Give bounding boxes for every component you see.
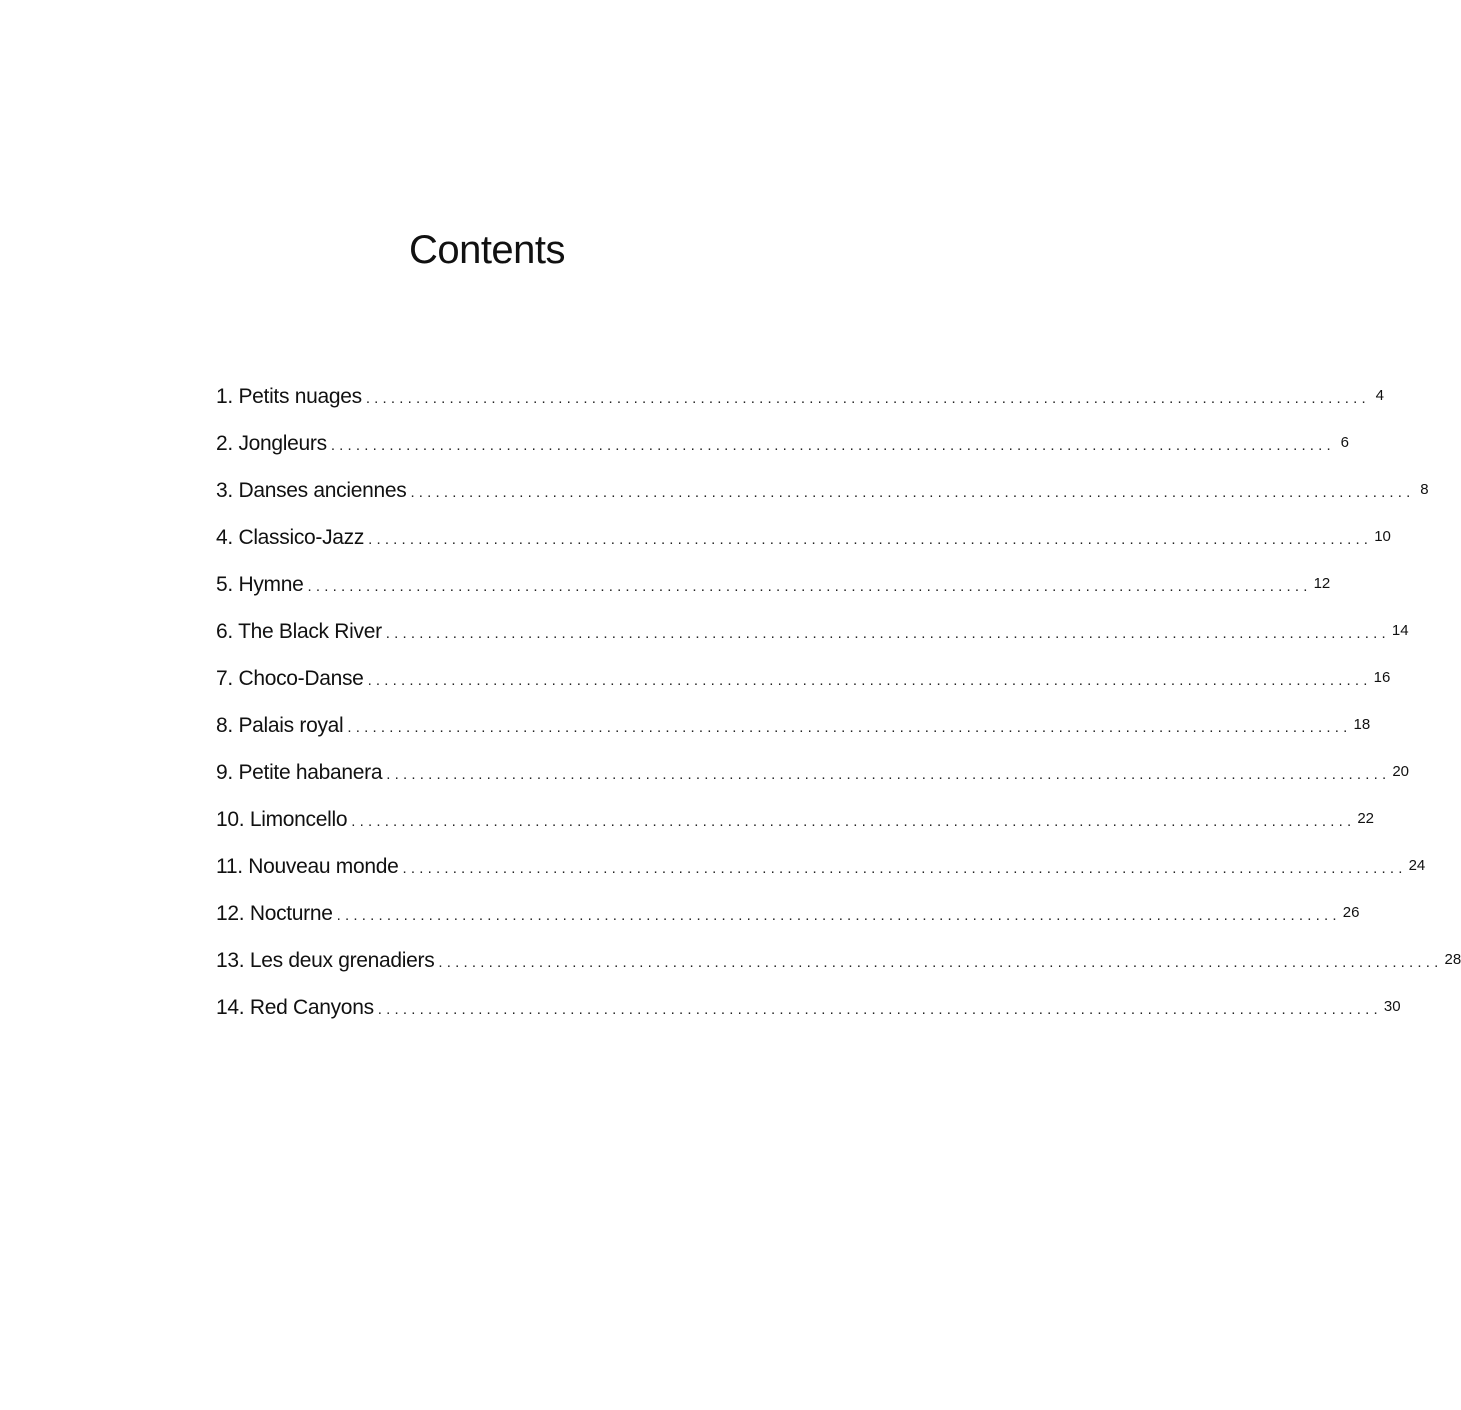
toc-entry-title: 7. Choco-Danse (216, 667, 364, 690)
dot-leader: ........................................................................................................................ (365, 390, 1370, 407)
dot-leader: ........................................................................................................................ (307, 578, 1312, 595)
toc-entry-title: 4. Classico-Jazz (216, 526, 365, 549)
toc-entry[interactable] (216, 850, 1426, 897)
toc-entry[interactable] (216, 803, 1375, 850)
dot-leader: ........................................................................................................................ (410, 484, 1415, 501)
table-of-contents (216, 380, 1461, 1038)
toc-entry-page: 22 (1357, 810, 1375, 827)
toc-entry[interactable] (216, 991, 1401, 1038)
toc-entry-page: 16 (1373, 669, 1391, 686)
toc-entry[interactable] (216, 944, 1461, 991)
dot-leader: ........................................................................................................................ (367, 672, 1372, 689)
toc-entry-title: 13. Les deux grenadiers (216, 949, 435, 972)
dot-leader: ........................................................................................................................ (347, 719, 1352, 736)
toc-entry-page: 18 (1353, 716, 1371, 733)
toc-entry-page: 20 (1392, 763, 1410, 780)
toc-entry-title: 5. Hymne (216, 573, 304, 596)
toc-entry-page: 8 (1420, 481, 1429, 498)
toc-entry-title: 3. Danses anciennes (216, 479, 407, 502)
toc-entry[interactable] (216, 897, 1360, 944)
dot-leader: ........................................................................................................................ (330, 437, 1335, 454)
toc-entry-title: 9. Petite habanera (216, 761, 383, 784)
dot-leader: ........................................................................................................................ (351, 813, 1356, 830)
toc-entry-title: 8. Palais royal (216, 714, 344, 737)
toc-entry-page: 12 (1313, 575, 1331, 592)
toc-entry[interactable] (216, 380, 1384, 427)
dot-leader: ........................................................................................................................ (402, 860, 1407, 877)
dot-leader: ........................................................................................................................ (438, 954, 1443, 971)
dot-leader: ........................................................................................................................ (368, 531, 1373, 548)
toc-entry[interactable] (216, 756, 1410, 803)
toc-entry-title: 11. Nouveau monde (216, 855, 399, 878)
toc-entry-page: 24 (1408, 857, 1426, 874)
toc-entry-page: 6 (1340, 434, 1349, 451)
toc-entry-title: 2. Jongleurs (216, 432, 327, 455)
toc-entry[interactable] (216, 615, 1409, 662)
toc-entry-page: 30 (1383, 998, 1401, 1015)
toc-entry-page: 26 (1342, 904, 1360, 921)
dot-leader: ........................................................................................................................ (386, 766, 1391, 783)
dot-leader: ........................................................................................................................ (385, 625, 1390, 642)
toc-entry[interactable] (216, 662, 1391, 709)
toc-entry-title: 1. Petits nuages (216, 385, 362, 408)
toc-entry[interactable] (216, 521, 1391, 568)
dot-leader: ........................................................................................................................ (336, 907, 1341, 924)
toc-entry-page: 28 (1444, 951, 1461, 968)
dot-leader: ........................................................................................................................ (377, 1001, 1382, 1018)
toc-entry[interactable] (216, 427, 1349, 474)
toc-entry-page: 4 (1375, 387, 1384, 404)
toc-entry-title: 10. Limoncello (216, 808, 348, 831)
page-title: Contents (408, 228, 566, 272)
toc-entry-page: 14 (1391, 622, 1409, 639)
toc-entry-title: 6. The Black River (216, 620, 382, 643)
toc-entry-title: 12. Nocturne (216, 902, 333, 925)
toc-entry[interactable] (216, 709, 1371, 756)
toc-entry[interactable] (216, 568, 1331, 615)
toc-entry[interactable] (216, 474, 1429, 521)
toc-entry-page: 10 (1374, 528, 1391, 545)
toc-entry-title: 14. Red Canyons (216, 996, 374, 1019)
